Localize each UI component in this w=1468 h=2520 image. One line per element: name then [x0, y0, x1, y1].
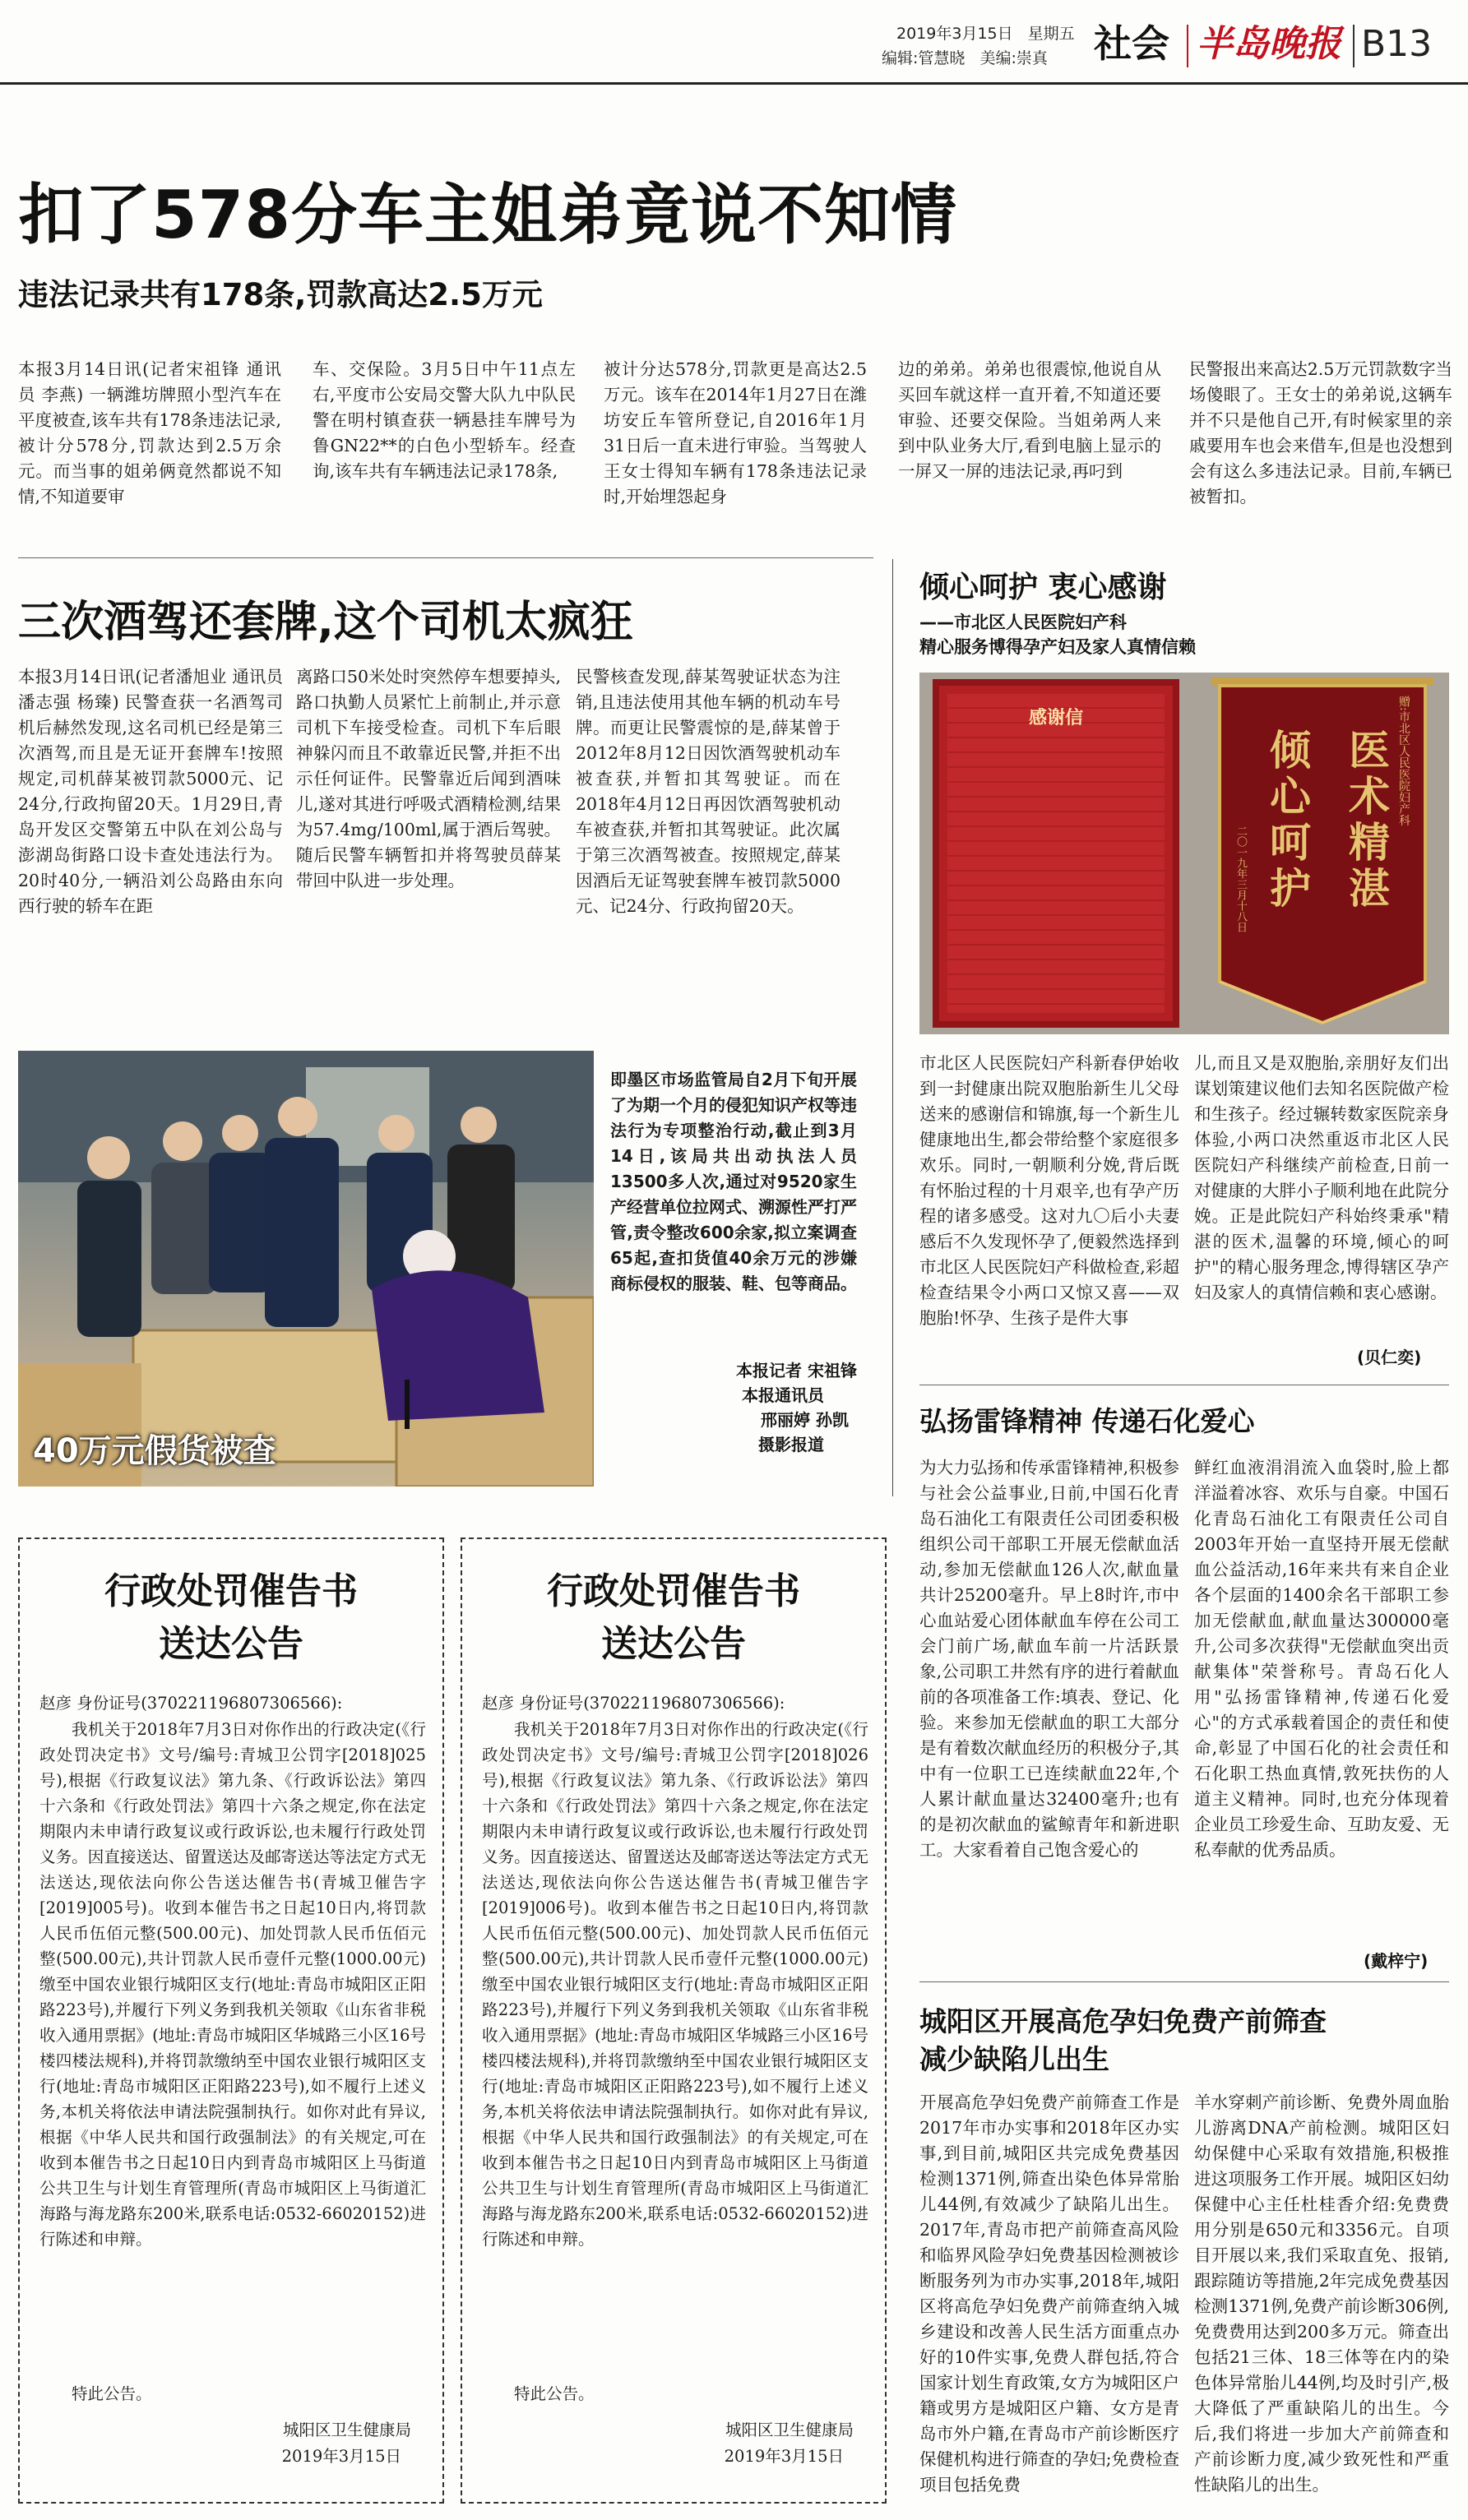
screen-headline-2: 减少缺陷儿出生 [919, 2043, 1109, 2075]
masthead-editors [882, 48, 1048, 69]
lead-headline: 扣了578分车主姐弟竟说不知情 [18, 177, 957, 253]
drunk-headline: 三次酒驾还套牌,这个司机太疯狂 [18, 598, 633, 647]
lead-col-2: 车、交保险。3月5日中午11点左右,平度市公安局交警大队九中队民警在明村镇查获一辆悬挂车牌号为鲁GN22**的白色小型轿车。经查询,该车共有车辆违法记录178条, [313, 359, 576, 481]
fake-credit-names: 邢丽婷 孙凯 [761, 1410, 849, 1430]
notice-1-org: 城阳区卫生健康局 [282, 2421, 411, 2439]
thank-you-letter [933, 679, 1179, 1028]
drunk-col-1: 本报3月14日讯(记者潘旭业 通讯员 潘志强 杨臻) 民警查获一名酒驾司机后赫然发现,这名司机已经是第三次酒驾,而且是无证开套牌车!按照规定,司机薛某被罚款5000元、记24分,行政拘留20天。1月29日,青岛开发区交警第五中队在刘公岛与澎湖岛街路口设卡查处违法行为。20时40分,一辆沿刘公岛路由东向西行驶的轿车在距 [18, 667, 283, 916]
blood-col-2: 鲜红血液涓涓流入血袋时,脸上都洋溢着冰容、欢乐与自豪。中国石化青岛石油化工有限责任公司自2003年开始一直坚持开展无偿献血公益活动,16年来共有来自企业各个层面的1400余名干部职工参加无偿献血,献血量达300000毫升,公司多次获得"无偿献血突出贡献集体"荣誉称号。青岛石化人用"弘扬雷锋精神,传递石化爱心"的方式承载着国企的责任和使命,彰显了中国石化的社会责任和石化职工热血真情,敦死扶伤的人道主义精神。同时,也充分体现着企业员工珍爱生命、互助友爱、无私奉献的优秀品质。 [1194, 1458, 1449, 1860]
lead-col-4: 边的弟弟。弟弟也很震惊,他说自从买回车就这样一直开着,不知道还要审验、还要交保险。当姐弟两人来到中队业务大厅,看到电脑上显示的一屏又一屏的违法记录,再叼到 [898, 359, 1161, 481]
blood-col-1: 为大力弘扬和传承雷锋精神,积极参与社会公益事业,日前,中国石化青岛石油化工有限责任公司团委积极组织公司干部职工开展无偿献血活动,参加无偿献血126人次,献血量共计25200毫升。早上8时许,市中心血站爱心团体献血车停在公司工会门前广场,献血车前一片活跃景象,公司职工井然有序的进行着献血前的各项准备工作:填表、登记、化验。来参加无偿献血的职工大部分是有着数次献血经历的积极分子,其中有一位职工已连续献血22年,个人累计献血量达32400毫升;也有的是初次献血的鲨鲸青年和新进职工。大家看着自己饱含爱心的 [919, 1458, 1179, 1860]
masthead-rule [0, 82, 1468, 85]
lead-bottom-rule [18, 557, 873, 558]
notice-1-body: 我机关于2018年7月3日对你作出的行政决定(《行政处罚决定书》文号/编号:青城卫公罚字[2018]025号),根据《行政复议法》第九条、《行政诉讼法》第四十六条和《行政处罚法》第四十六条之规定,你在法定期限内未申请行政复议或行政诉讼,也未履行行政处罚义务。因直接送达、留置送达及邮寄送达等法定方式无法送达,现依法向你公告送达催告书(青城卫催告字[2019]005号)。收到本催告书之日起10日内,将罚款人民币伍佰元整(500.00元)、加处罚款人民币伍佰元整(500.00元),共计罚款人民币壹仟元整(1000.00元)缴至中国农业银行城阳区支行(地址:青岛市城阳区正阳路223号),并履行下列义务到我机关领取《山东省非税收入通用票据》(地址:青岛市城阳区华城路三小区16号楼四楼法规科),并将罚款缴纳至中国农业银行城阳区支行(地址:青岛市城阳区正阳路223号),如不履行上述义务,本机关将依法申请法院强制执行。如你对此有异议,根据《中华人民共和国行政强制法》的有关规定,可在收到本催告书之日起10日内到青岛市城阳区上马街道公共卫生与计划生育管理所(青岛市城阳区上马街道汇海路与海龙路东200米,联系电话:0532-66020152)进行陈述和申辩。 [39, 1720, 426, 2249]
masthead-divider-2 [1353, 25, 1355, 67]
fake-goods-photo-art [18, 1051, 594, 1487]
fake-goods-photo [18, 1051, 594, 1487]
lead-col-1: 本报3月14日讯(记者宋祖锋 通讯员 李燕) 一辆潍坊牌照小型汽车在平度被查,该车共有178条违法记录,被计分578分,罚款达到2.5万余元。而当事的姐弟俩竟然都说不知情,不知道要审 [18, 359, 281, 506]
notice-2-closing: 特此公告。 [514, 2384, 595, 2403]
notice-1-title-1: 行政处罚催告书 [104, 1570, 358, 1612]
silk-banner-right-text: 医术精湛 [1342, 728, 1391, 913]
notice-1-person: 赵彦 身份证号(370221196807306566): [39, 1694, 343, 1713]
hospital-col-1: 市北区人民医院妇产科新春伊始收到一封健康出院双胞胎新生儿父母送来的感谢信和锦旗,每一个新生儿健康地出生,都会带给整个家庭很多欢乐。同时,一朝顺利分娩,背后既有怀胎过程的十月艰辛,也有孕产历程的诸多感受。这对九〇后小夫妻感后不久发现怀孕了,便毅然选择到市北区人民医院妇产科做检查,彩超检查结果令小两口又惊又喜——双胞胎!怀孕、生孩子是件大事 [919, 1053, 1179, 1328]
fake-goods-photo-caption: 40万元假货被查 [33, 1432, 276, 1470]
thank-you-letter-title: 感谢信 [1028, 707, 1083, 728]
hospital-author: (贝仁奕) [1357, 1348, 1422, 1367]
fake-credit-reporter: 本报记者 宋祖锋 [736, 1361, 857, 1380]
thank-you-letter-paper [947, 694, 1165, 1013]
blood-author: (戴梓宁) [1364, 1951, 1429, 1971]
masthead-date-text: 2019年3月15日 [896, 25, 1013, 43]
blood-bottom-rule [919, 1981, 1449, 1982]
notice-2-body: 我机关于2018年7月3日对你作出的行政决定(《行政处罚决定书》文号/编号:青城卫公罚字[2018]026号),根据《行政复议法》第九条、《行政诉讼法》第四十六条和《行政处罚法》第四十六条之规定,你在法定期限内未申请行政复议或行政诉讼,也未履行行政处罚义务。因直接送达、留置送达及邮寄送达等法定方式无法送达,现依法向你公告送达催告书(青城卫催告字[2019]006号)。收到本催告书之日起10日内,将罚款人民币伍佰元整(500.00元)、加处罚款人民币伍佰元整(500.00元),共计罚款人民币壹仟元整(1000.00元)缴至中国农业银行城阳区支行(地址:青岛市城阳区正阳路223号),并履行下列义务到我机关领取《山东省非税收入通用票据》(地址:青岛市城阳区华城路三小区16号楼四楼法规科),并将罚款缴纳至中国农业银行城阳区支行(地址:青岛市城阳区正阳路223号),如不履行上述义务,本机关将依法申请法院强制执行。如你对此有异议,根据《中华人民共和国行政强制法》的有关规定,可在收到本催告书之日起10日内到青岛市城阳区上马街道公共卫生与计划生育管理所(青岛市城阳区上马街道汇海路与海龙路东200米,联系电话:0532-66020152)进行陈述和申辩。 [482, 1720, 868, 2249]
notice-1-closing: 特此公告。 [72, 2384, 152, 2403]
notice-2-title-2: 送达公告 [601, 1623, 746, 1665]
silk-banner-date: 二〇一九年三月十八日 [1234, 825, 1247, 932]
notice-1-date: 2019年3月15日 [281, 2447, 401, 2466]
masthead-paper-logo: 半岛晚报 [1197, 23, 1341, 65]
hospital-col-2: 儿,而且又是双胞胎,亲朋好友们出谋划策建议他们去知名医院做产检和生孩子。经过辗转数家医院亲身体验,小两口决然重返市北区人民医院妇产科继续产前检查,日前一对健康的大胖小子顺利地在此院分娩。正是此院妇产科始终秉承"精湛的医术,温馨的环境,倾心的呵护"的精心服务理念,博得辖区孕产妇及家人的真情信赖和衷心感谢。 [1194, 1053, 1449, 1302]
notice-2-person: 赵彦 身份证号(370221196807306566): [482, 1694, 785, 1713]
masthead-designer: 美编:崇真 [979, 49, 1048, 67]
notice-1-title-2: 送达公告 [159, 1623, 303, 1665]
hospital-subline-1: ——市北区人民医院妇产科 [919, 613, 1127, 632]
silk-banner [1203, 677, 1442, 1031]
masthead-section: 社会 [1094, 21, 1169, 66]
notice-2-title-1: 行政处罚催告书 [547, 1570, 800, 1612]
center-column-rule [892, 559, 893, 1496]
notice-2-org: 城阳区卫生健康局 [725, 2421, 854, 2439]
lead-subheadline: 违法记录共有178条,罚款高达2.5万元 [18, 277, 543, 312]
drunk-col-2: 离路口50米处时突然停车想要掉头,路口执勤人员紧忙上前制止,并示意司机下车接受检查。司机下车后眼神躲闪而且不敢靠近民警,并拒不出示任何证件。民警靠近后闻到酒味儿,遂对其进行呼吸式酒精检测,结果为57.4mg/100ml,属于酒后驾驶。随后民警车辆暂扣并将驾驶员薛某带回中队进一步处理。 [296, 667, 561, 890]
masthead-editor: 编辑:管慧晓 [882, 49, 966, 67]
masthead-divider-1 [1187, 25, 1188, 67]
screen-col-2: 羊水穿刺产前诊断、免费外周血胎儿游离DNA产前检测。城阳区妇幼保健中心采取有效措施,积极推进这项服务工作开展。城阳区妇幼保健中心主任杜桂香介绍:免费费用分别是650元和3356元。自项目开展以来,我们采取直免、报销,跟踪随访等措施,2年完成免费基因检测1371例,免费产前诊断306例,免费费用达到200多万元。筛查出包括21三体、18三体等在内的染色体异常胎儿44例,均及时引产,极大降低了严重缺陷儿的出生。今后,我们将进一步加大产前筛查和产前诊断力度,减少致死性和严重性缺陷儿的出生。 [1194, 2092, 1449, 2495]
masthead-date [896, 23, 1075, 44]
hospital-subline-2: 精心服务博得孕产妇及家人真情信赖 [919, 637, 1196, 657]
silk-banner-left-text: 倾心呵护 [1263, 728, 1312, 913]
blood-headline: 弘扬雷锋精神 传递石化爱心 [919, 1405, 1255, 1437]
screen-col-1: 开展高危孕妇免费产前筛查工作是2017年市办实事和2018年区办实事,到目前,城阳区共完成免费基因检测1371例,筛查出染色体异常胎儿44例,有效减少了缺陷儿出生。2017年,青岛市把产前筛查高风险和临界风险孕妇免费基因检测被诊断服务列为市办实事,2018年,城阳区将高危孕妇免费产前筛查纳入城乡建设和改善人民生活方面重点办好的10件实事,免费人群包括,符合国家计划生育政策,女方为城阳区户籍或男方是城阳区户籍、女方是青岛市外户籍,在青岛市产前诊断医疗保健机构进行筛查的孕妇;免费检查项目包括免费 [919, 2092, 1179, 2495]
notice-2-date: 2019年3月15日 [724, 2447, 844, 2466]
masthead-page-number: B13 [1361, 23, 1433, 65]
silk-banner-top: 赠:市北区人民医院妇产科 [1397, 696, 1410, 826]
fake-credit-corr: 本报通讯员 [742, 1385, 824, 1405]
drunk-col-3: 民警核查发现,薛某驾驶证状态为注销,且违法使用其他车辆的机动车号牌。而更让民警震惊的是,薛某曾于2012年8月12日因饮酒驾驶机动车被查获,并暂扣其驾驶证。而在2018年4月12日再因饮酒驾驶机动车被查获,并暂扣其驾驶证。此次属于第三次酒驾被查。按照规定,薛某因酒后无证驾驶套牌车被罚款5000元、记24分、行政拘留20天。 [576, 667, 841, 916]
hospital-headline: 倾心呵护 衷心感谢 [919, 571, 1167, 604]
fake-goods-text: 即墨区市场监管局自2月下旬开展了为期一个月的侵犯知识产权等违法行为专项整治行动,截止到3月14日,该局共出动执法人员13500多人次,通过对9520家生产经营单位拉网式、溯源性严打严管,责令整改600余家,拟立案调查65起,查扣货值40余万元的涉嫌商标侵权的服装、鞋、包等商品。 [610, 1070, 857, 1293]
hospital-photo [919, 673, 1449, 1034]
masthead-weekday: 星期五 [1027, 25, 1075, 43]
lead-col-3: 被计分达578分,罚款更是高达2.5万元。该车在2014年1月27日在潍坊安丘车管所登记,自2016年1月31日后一直未进行审验。当驾驶人王女士得知车辆有178条违法记录时,开始埋怨起身 [604, 359, 867, 506]
fake-goods-credits [610, 1358, 857, 1457]
lead-col-5: 民警报出来高达2.5万元罚款数字当场傻眼了。王女士的弟弟说,这辆车并不只是他自己开,有时候家里的亲戚要用车也会来借车,但是也没想到会有这么多违法记录。目前,车辆已被暂扣。 [1189, 359, 1452, 506]
fake-credit-photo: 摄影报道 [758, 1435, 824, 1454]
screen-headline-1: 城阳区开展高危孕妇免费产前筛查 [919, 2005, 1327, 2037]
